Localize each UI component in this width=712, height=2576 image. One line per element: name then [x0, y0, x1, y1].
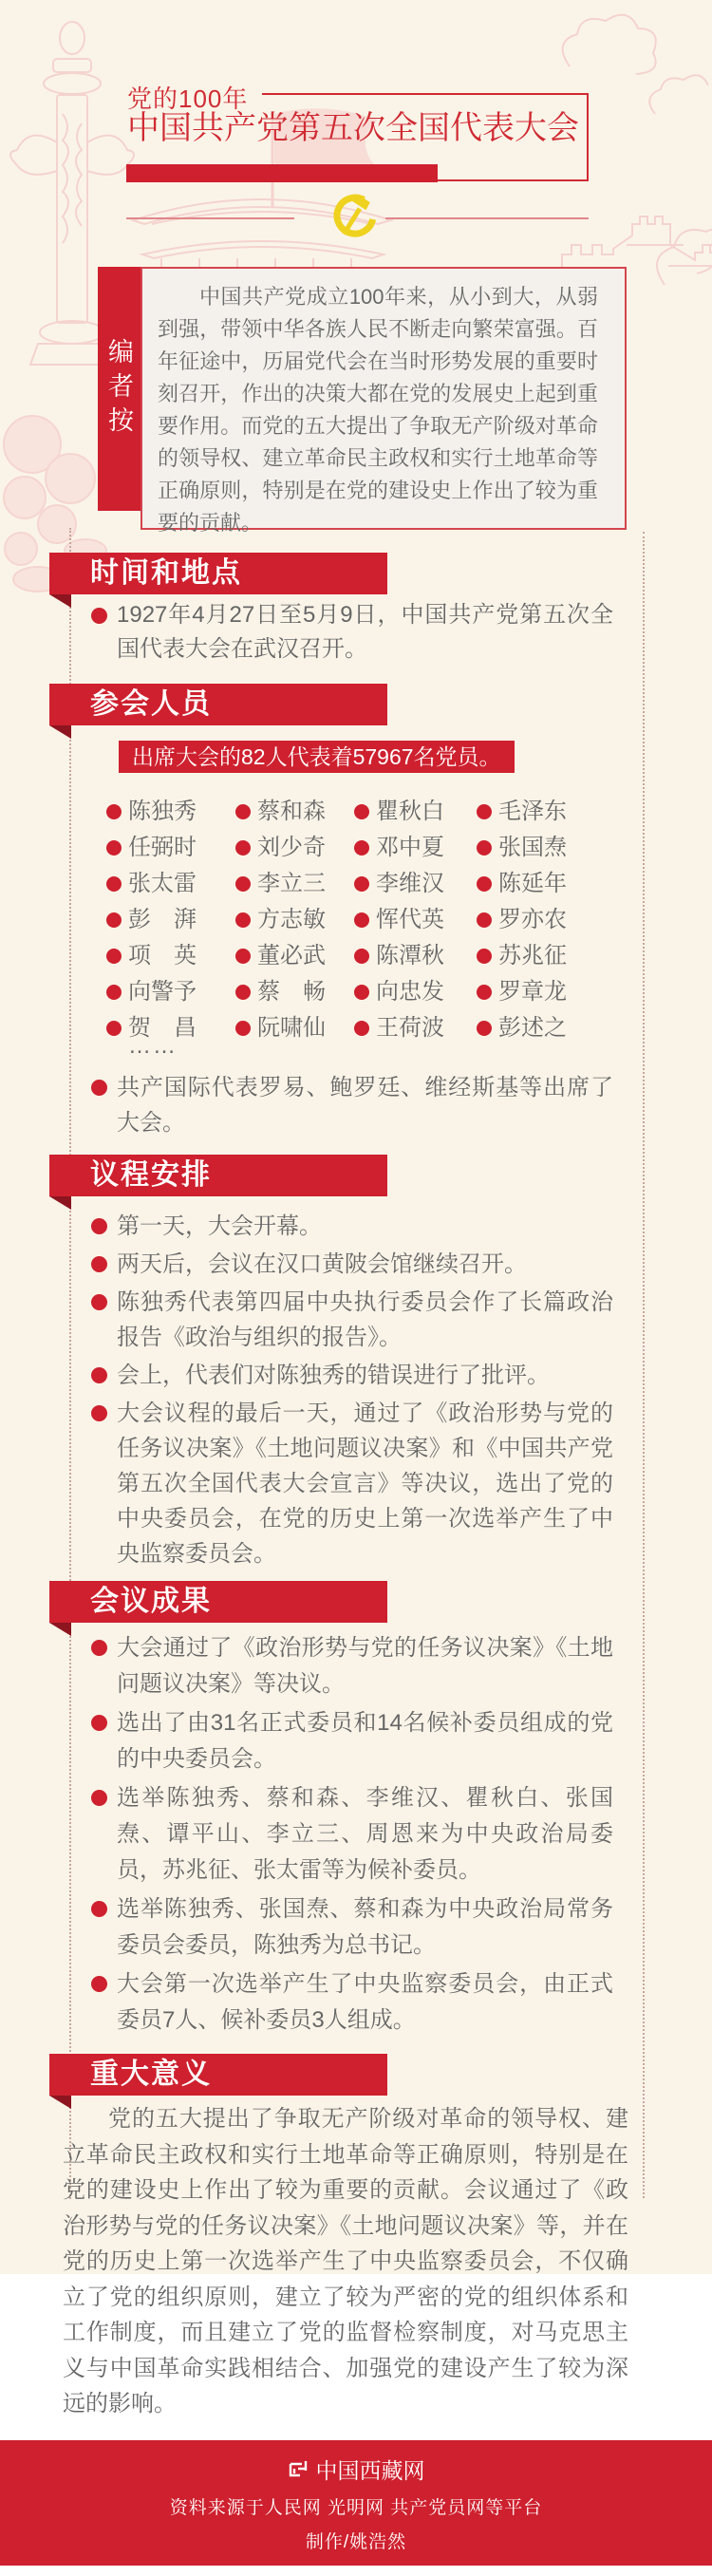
- attendee-name: 项 英: [106, 938, 235, 974]
- attendee-name: 董必武: [235, 938, 354, 974]
- right-dotted-guide: [643, 532, 645, 2198]
- attendee-name: 贺 昌: [106, 1010, 235, 1046]
- editor-note-text: 中国共产党成立100年来，从小到大，从弱到强，带领中华各族人民不断走向繁荣富强。百年征途中，历届党代会在当时形势发展的重要时刻召开，作出的决策大都在党的发展史上起到重要作用。而党的五大提出了争取无产阶级对革命的领导权、建立革命民主政权和实行土地革命等正确原则，特别是在党的建设史上作出了较为重要的贡献。: [158, 285, 598, 535]
- divider-right: [385, 217, 589, 219]
- significance-paragraph: 党的五大提出了争取无产阶级对革命的领导权、建立革命民主政权和实行土地革命等正确原则，特别是在党的建设史上作出了较为重要的贡献。会议通过了《政治形势与党的任务议决案》《土地问题议决案》等，并在党的历史上第一次选举产生了中央监察委员会，不仅确立了党的组织原则，建立了较为严密的党的组织体系和工作制度，而且建立了党的监督检察制度，对马克思主义与中国革命实践相结合、加强党的建设产生了较为深远的影响。: [63, 2106, 628, 2416]
- agenda-bullet: 陈独秀代表第四届中央执行委员会作了长篇政治报告《政治与组织的报告》。: [91, 1285, 613, 1355]
- attendee-count-highlight: 出席大会的82人代表着57967名党员。: [119, 741, 515, 773]
- attendee-name-grid: [106, 794, 638, 1046]
- outcome-bullet: 选出了由31名正式委员和14名候补委员组成的党的中央委员会。: [91, 1705, 613, 1777]
- attendee-name: 苏兆征: [477, 938, 638, 974]
- party-emblem-icon: [325, 189, 384, 248]
- attendee-name: 任弼时: [106, 830, 235, 866]
- outcome-bullet: 选举陈独秀、张国焘、蔡和森为中央政治局常务委员会委员，陈独秀为总书记。: [91, 1891, 613, 1964]
- attendee-name: 毛泽东: [477, 794, 638, 830]
- title-frame-right: [587, 93, 589, 181]
- attendee-name: 彭 湃: [106, 902, 235, 938]
- editor-note-ribbon: [98, 267, 141, 511]
- attendee-name: 蔡 畅: [235, 974, 354, 1010]
- china-tibet-net-logo: [288, 2458, 309, 2479]
- attendee-name: 蔡和森: [235, 794, 354, 830]
- attendee-name: 李维汉: [354, 866, 477, 902]
- attendee-list-ellipsis: ……: [128, 1033, 178, 1059]
- section-banner-outcomes: 会议成果: [49, 1581, 387, 1623]
- attendee-name: 罗亦农: [477, 902, 638, 938]
- attendee-name: 方志敏: [235, 902, 354, 938]
- footer-site-name: 中国西藏网: [315, 2457, 425, 2483]
- attendee-name: 张太雷: [106, 866, 235, 902]
- attendee-name: 向忠发: [354, 974, 477, 1010]
- title-frame-top: [262, 93, 589, 95]
- attendee-name: 恽代英: [354, 902, 477, 938]
- section-banner-agenda: 议程安排: [49, 1155, 387, 1196]
- attendee-name: 罗章龙: [477, 974, 638, 1010]
- attendee-name: 阮啸仙: [235, 1010, 354, 1046]
- attendee-name: 李立三: [235, 866, 354, 902]
- agenda-bullet: 两天后，会议在汉口黄陂会馆继续召开。: [91, 1247, 613, 1282]
- footer: [0, 2440, 712, 2566]
- outcome-bullet: 大会第一次选举产生了中央监察委员会，由正式委员7人、候补委员3人组成。: [91, 1966, 613, 2039]
- footer-source-line: 资料来源于人民网 光明网 共产党员网等平台: [169, 2497, 543, 2518]
- section-banner-significance: 重大意义: [49, 2054, 387, 2096]
- attendee-name: 张国焘: [477, 830, 638, 866]
- outcome-bullet: 选举陈独秀、蔡和森、李维汉、瞿秋白、张国焘、谭平山、李立三、周恩来为中央政治局委员，苏兆征、张太雷等为候补委员。: [91, 1780, 613, 1889]
- section-banner-attendees: 参会人员: [49, 684, 387, 725]
- outcome-bullet: 大会通过了《政治形势与党的任务议决案》《土地问题议决案》等决议。: [91, 1630, 613, 1702]
- agenda-bullet: 大会议程的最后一天，通过了《政治形势与党的任务议决案》《土地问题议决案》和《中国共产党第五次全国代表大会宣言》等决议，选出了党的中央委员会，在党的历史上第一次选举产生了中央监察委员会。: [91, 1396, 613, 1571]
- editor-note-box: [141, 267, 627, 535]
- section-banner-time-place: 时间和地点: [49, 553, 387, 594]
- attendee-name: 邓中夏: [354, 830, 477, 866]
- time-place-bullet: 1927年4月27日至5月9日，中国共产党第五次全国代表大会在武汉召开。: [91, 598, 613, 667]
- attendee-name: 陈延年: [477, 866, 638, 902]
- significance-paragraph-block: [63, 2101, 628, 2422]
- attendee-name: 刘少奇: [235, 830, 354, 866]
- editor-note-label: 编者按: [104, 337, 133, 441]
- attendee-name: 瞿秋白: [354, 794, 477, 830]
- page-title: 中国共产党第五次全国代表大会: [127, 110, 579, 146]
- left-dotted-guide: [69, 528, 71, 2199]
- divider-left: [126, 217, 294, 219]
- agenda-bullet: 会上，代表们对陈独秀的错误进行了批评。: [91, 1358, 613, 1393]
- series-kicker: 党的100年: [127, 85, 249, 113]
- footer-credit-line: 制作/姚浩然: [305, 2531, 407, 2552]
- comintern-bullet: 共产国际代表罗易、鲍罗廷、维经斯基等出席了大会。: [91, 1070, 613, 1140]
- attendee-name: 陈独秀: [106, 794, 235, 830]
- attendee-name: 彭述之: [477, 1010, 638, 1046]
- title-underline-bar: [126, 164, 438, 182]
- attendee-name: 向警予: [106, 974, 235, 1010]
- agenda-bullet: 第一天，大会开幕。: [91, 1209, 613, 1244]
- attendee-name: 王荷波: [354, 1010, 477, 1046]
- attendee-name: 陈潭秋: [354, 938, 477, 974]
